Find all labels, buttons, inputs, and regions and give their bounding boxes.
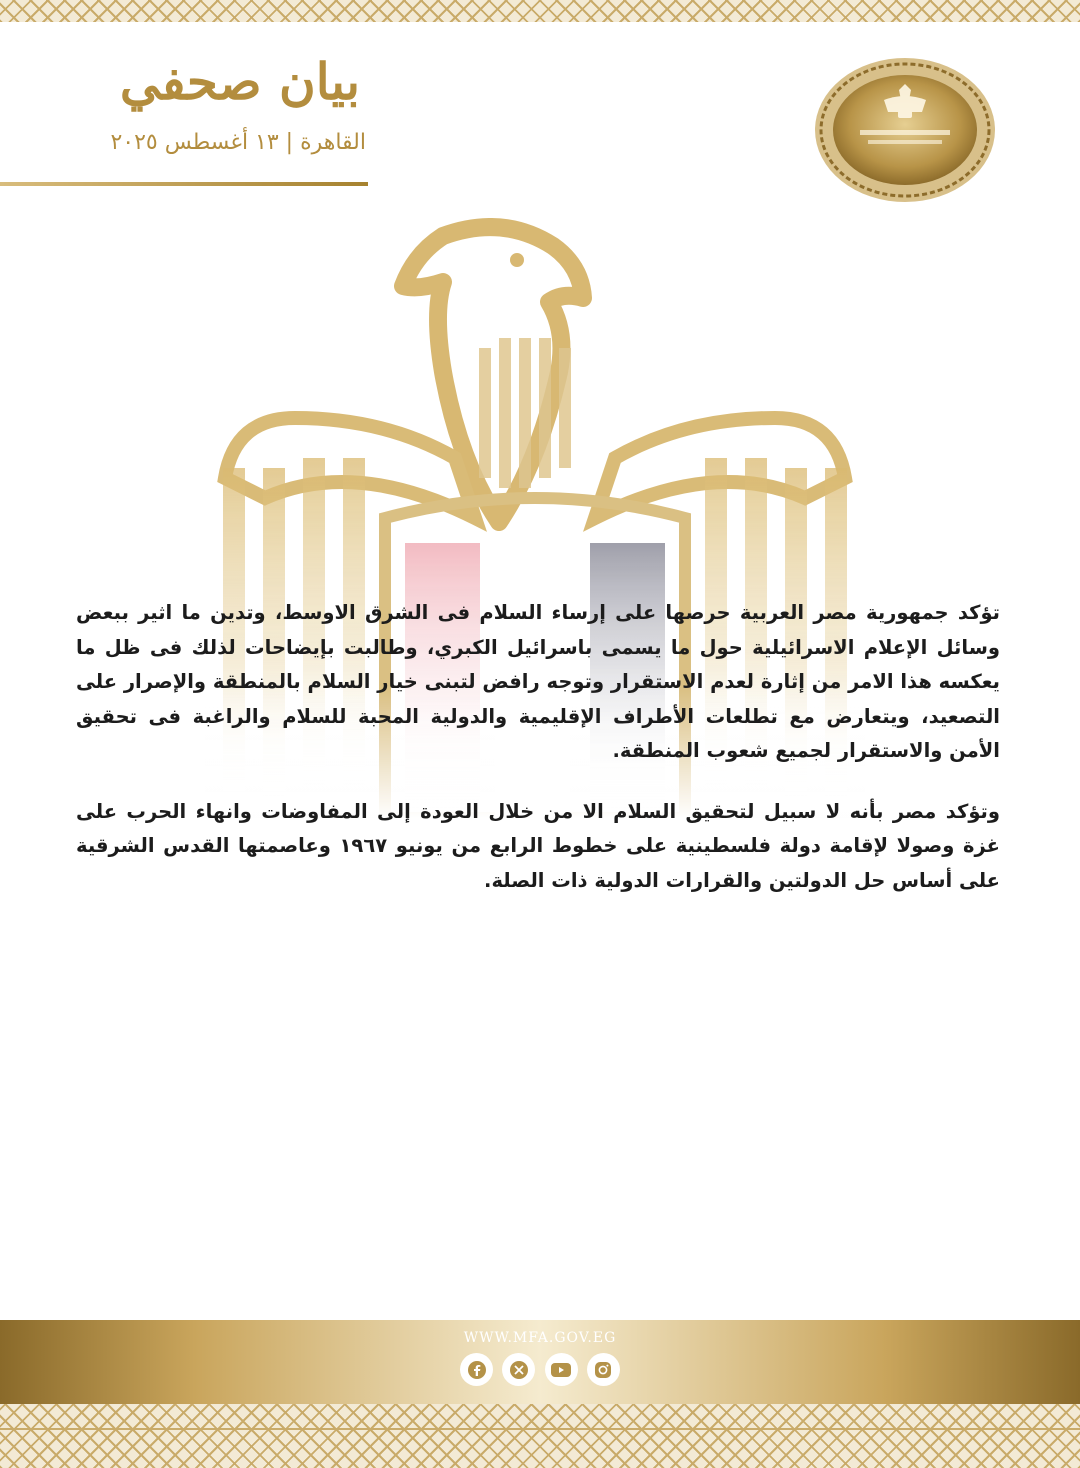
paragraph: وتؤكد مصر بأنه لا سبيل لتحقيق السلام الا من خلال العودة إلى المفاوضات وانهاء الحرب على غزة وصولا لإقامة دولة فلسطينية على خطوط الرابع من يونيو ١٩٦٧ وعاصمتها القدس الشرقية على أساس حل الدولتين والقرارات الدولية ذات الصلة. [76, 799, 1001, 892]
decorative-border-bottom [0, 1404, 1080, 1468]
statement-body [76, 596, 1000, 898]
website-link[interactable]: WWW.MFA.GOV.EG [463, 1330, 617, 1346]
instagram-icon[interactable] [587, 1353, 620, 1386]
dateline: القاهرة | ١٣ أغسطس ٢٠٢٥ [110, 130, 366, 155]
decorative-border-top [0, 0, 1080, 22]
ministry-seal-logo [812, 56, 998, 204]
x-icon[interactable] [502, 1353, 535, 1386]
header-divider [0, 182, 368, 186]
paragraph: تؤكد جمهورية مصر العربية حرصها على إرساء السلام فى الشرق الاوسط، وتدين ما اثير ببعض وسائل الإعلام الاسرائيلية حول ما يسمى باسرائيل الكبري، وطالبت بإيضاحات لذلك فى ظل ما يعكسه هذا الامر من إثارة لعدم الاستقرار وتوجه رافض لتبنى خيار السلام بالمنطقة والإصرار على التصعيد، ويتعارض مع تطلعات الأطراف الإقليمية والدولية المحبة للسلام والراغبة فى تحقيق الأمن والاستقرار لجميع شعوب المنطقة. [76, 601, 1000, 762]
page-title: بيان صحفي [119, 52, 360, 111]
facebook-icon[interactable] [460, 1353, 493, 1386]
youtube-icon[interactable] [545, 1353, 578, 1386]
social-links [460, 1353, 620, 1387]
